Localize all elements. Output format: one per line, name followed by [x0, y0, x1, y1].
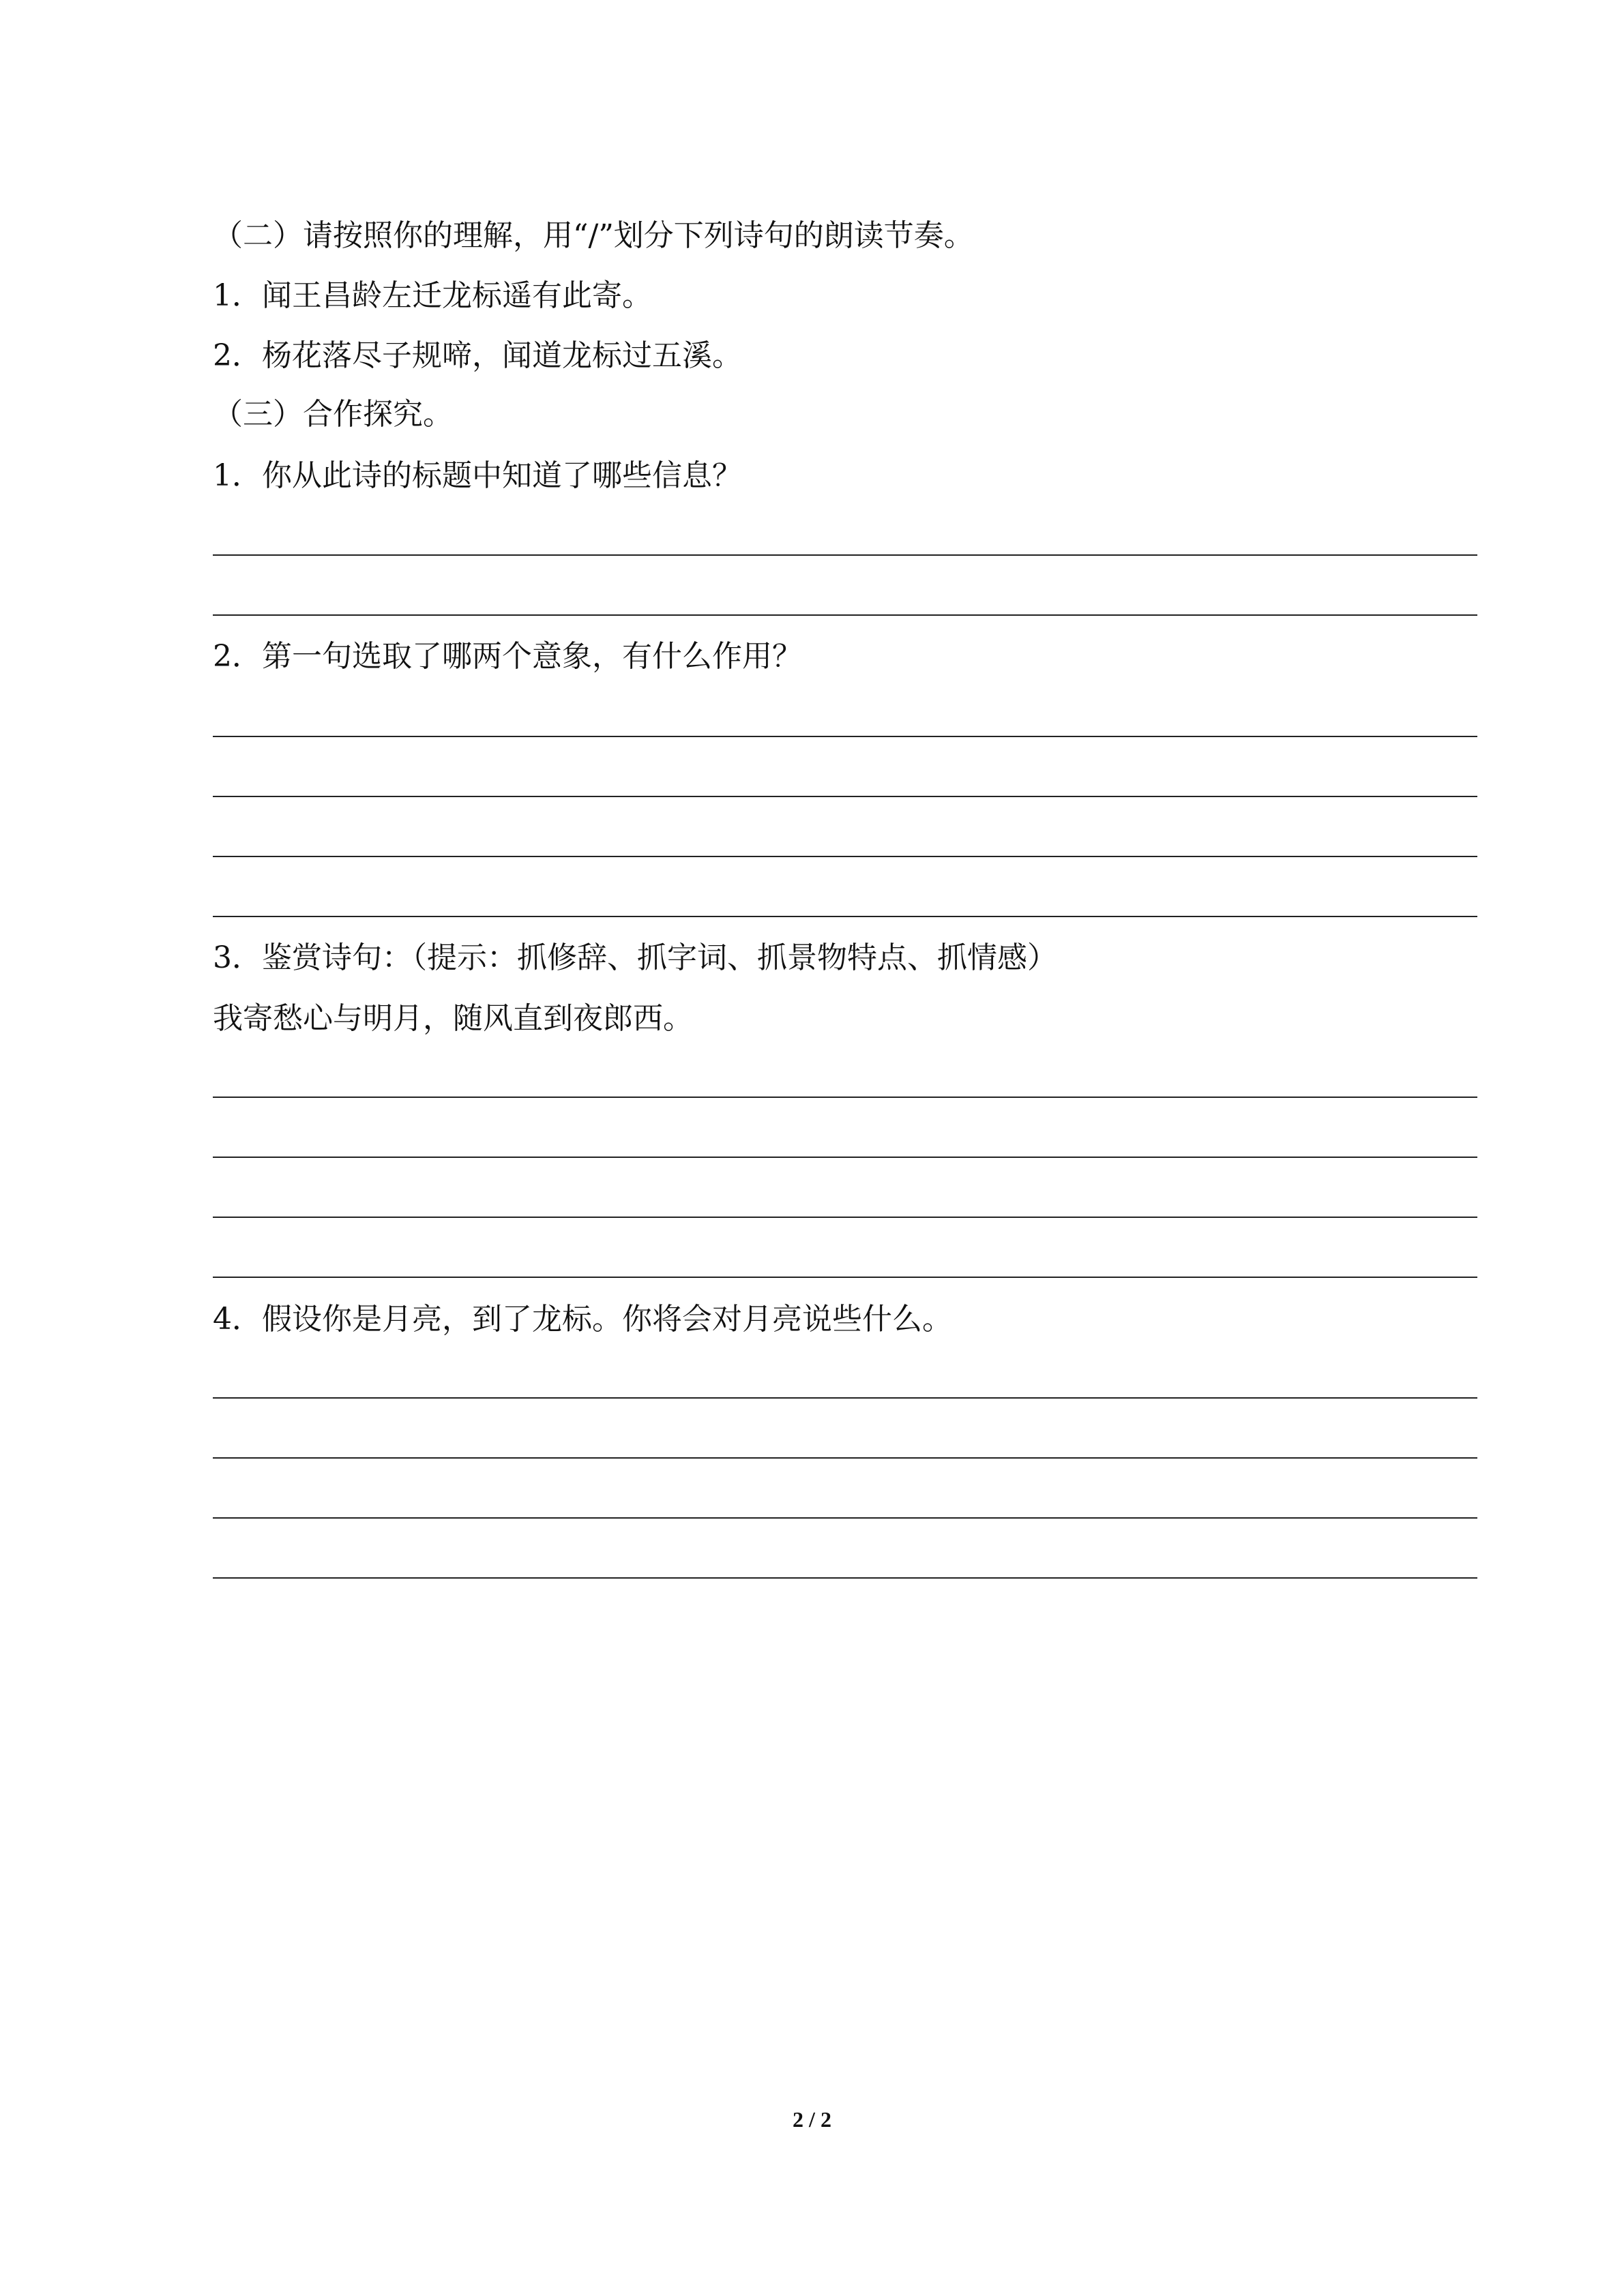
answer-line	[213, 554, 1477, 556]
section2-heading: （二）请按照你的理解，用“/”划分下列诗句的朗读节奏。	[213, 218, 974, 253]
question-3: 3．鉴赏诗句：（提示：抓修辞、抓字词、抓景物特点、抓情感）	[213, 940, 1057, 975]
page-number: 2 / 2	[793, 2107, 831, 2132]
question-1: 1．你从此诗的标题中知道了哪些信息？	[213, 458, 742, 493]
answer-line	[213, 736, 1477, 737]
answer-line	[213, 1517, 1477, 1519]
section2-item-2: 2．杨花落尽子规啼，闻道龙标过五溪。	[213, 338, 742, 373]
answer-line	[213, 916, 1477, 917]
answer-line	[213, 1277, 1477, 1278]
answer-line	[213, 614, 1477, 616]
answer-line	[213, 856, 1477, 857]
answer-line	[213, 1217, 1477, 1218]
answer-line	[213, 796, 1477, 797]
question-4: 4．假设你是月亮，到了龙标。你将会对月亮说些什么。	[213, 1302, 952, 1337]
section3-heading: （三）合作探究。	[213, 397, 453, 432]
answer-line	[213, 1097, 1477, 1098]
answer-line	[213, 1457, 1477, 1459]
poem-quote: 我寄愁心与明月，随风直到夜郎西。	[213, 1001, 693, 1036]
section2-item-1: 1．闻王昌龄左迁龙标遥有此寄。	[213, 278, 652, 313]
question-2: 2．第一句选取了哪两个意象，有什么作用？	[213, 639, 802, 674]
answer-line	[213, 1157, 1477, 1158]
answer-line	[213, 1397, 1477, 1399]
answer-line	[213, 1577, 1477, 1579]
